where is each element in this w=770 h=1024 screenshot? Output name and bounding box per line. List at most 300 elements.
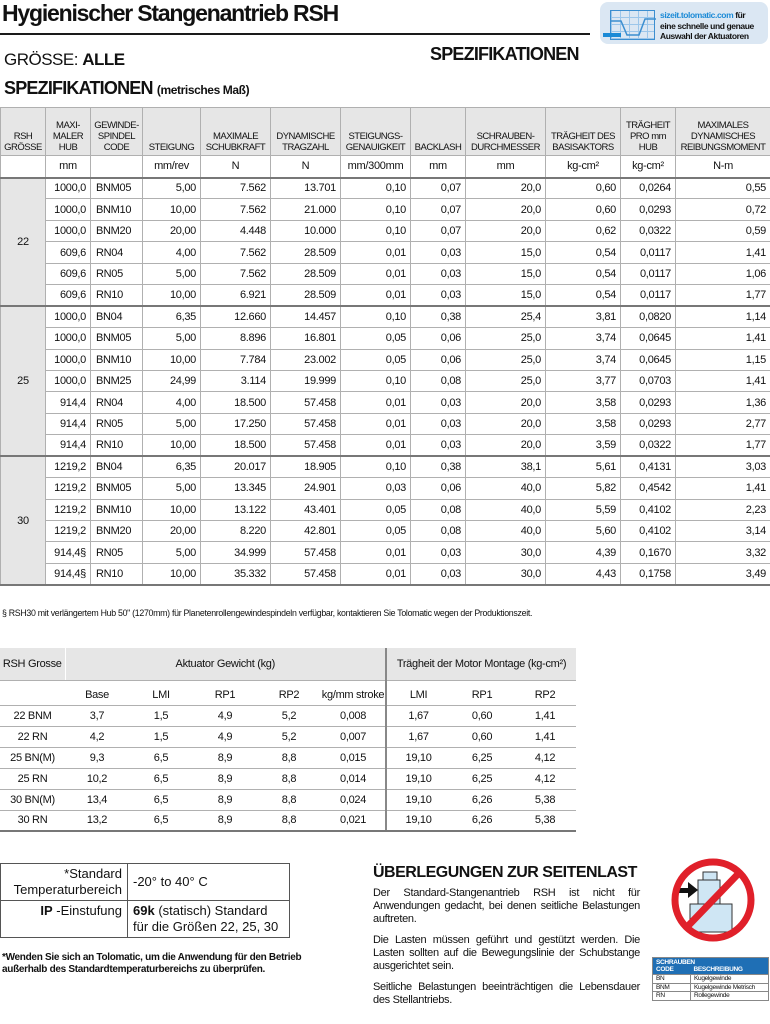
data-cell: 8,9 [193, 747, 257, 768]
data-cell: 0,0322 [621, 220, 676, 241]
data-cell: 6,5 [129, 810, 193, 831]
data-cell: 22 RN [0, 726, 65, 747]
data-cell: 4,2 [65, 726, 129, 747]
data-cell: 5,82 [546, 478, 621, 499]
data-cell: 57.458 [271, 392, 341, 413]
data-cell: 4,43 [546, 563, 621, 584]
data-cell: 6,25 [450, 768, 514, 789]
data-cell: 0,54 [546, 242, 621, 263]
data-cell: 20,0 [466, 199, 546, 220]
subheader-cell: kg/mm stroke [321, 680, 386, 705]
data-cell: 0,1670 [621, 542, 676, 563]
table-row [0, 768, 576, 789]
data-cell: 3,59 [546, 435, 621, 456]
data-cell: 0,01 [341, 413, 411, 434]
data-cell: 1,67 [386, 705, 450, 726]
data-cell: 6,5 [129, 768, 193, 789]
table-row [1, 349, 770, 370]
data-cell: 0,007 [321, 726, 386, 747]
size-label [4, 50, 125, 70]
data-cell: 0,05 [341, 499, 411, 520]
subheader-row [0, 680, 576, 705]
data-cell: 0,03 [411, 242, 466, 263]
data-cell: 3,74 [546, 328, 621, 349]
specifications-table [0, 107, 770, 586]
legend-row [653, 992, 769, 1001]
data-cell: 38,1 [466, 456, 546, 477]
data-cell: 0,1758 [621, 563, 676, 584]
data-cell: BNM20 [91, 521, 143, 542]
data-cell: 6,5 [129, 789, 193, 810]
column-header: STEIGUNG [143, 108, 201, 156]
temp-label: *Standard Temperaturbereich [1, 864, 128, 901]
data-cell: 9,3 [65, 747, 129, 768]
table-row [1, 220, 770, 241]
data-cell: 3,03 [676, 456, 770, 477]
data-cell: BNM05 [91, 178, 143, 199]
data-cell: 1,67 [386, 726, 450, 747]
header-motor-inertia: Trägheit der Motor Montage (kg-cm²) [386, 648, 576, 680]
data-cell: 6,26 [450, 810, 514, 831]
table-row [1, 306, 770, 327]
paragraph: Die Lasten müssen geführt und gestützt werden. Die Lasten sollten auf die Bewegungslinie der Schubstange ausgerichtet sein. [373, 934, 640, 972]
page-title: Hygienischer Stangenantrieb RSH [2, 0, 338, 26]
data-cell: 5,00 [143, 413, 201, 434]
data-cell: 8,9 [193, 810, 257, 831]
table-row [1, 285, 770, 306]
screw-code-legend [652, 957, 769, 1001]
data-cell: 8,8 [257, 810, 321, 831]
data-cell: 30,0 [466, 542, 546, 563]
data-cell: 0,01 [341, 563, 411, 584]
data-cell: 5,00 [143, 328, 201, 349]
subheader-cell: RP2 [514, 680, 576, 705]
unit-cell: mm [411, 156, 466, 178]
data-cell: 28.509 [271, 242, 341, 263]
data-cell: 6,25 [450, 747, 514, 768]
weight-table [0, 648, 576, 832]
data-cell: 10,2 [65, 768, 129, 789]
data-cell: 8.220 [201, 521, 271, 542]
data-cell: 0,10 [341, 199, 411, 220]
data-cell: 0,0645 [621, 349, 676, 370]
data-cell: 4,39 [546, 542, 621, 563]
data-cell: 8.896 [201, 328, 271, 349]
data-cell: RN10 [91, 285, 143, 306]
data-cell: 0,0645 [621, 328, 676, 349]
legend-cell: RN [653, 992, 691, 1001]
data-cell: 5,2 [257, 726, 321, 747]
data-cell: BNM20 [91, 220, 143, 241]
data-cell: 19,10 [386, 747, 450, 768]
column-header: TRÄGHEIT PRO mm HUB [621, 108, 676, 156]
data-cell: 0,021 [321, 810, 386, 831]
ip-value: 69k (statisch) Standard für die Größen 22, 25, 30 [128, 901, 290, 938]
data-cell: 1,41 [514, 705, 576, 726]
data-cell: 0,4542 [621, 478, 676, 499]
no-side-load-icon [668, 856, 758, 944]
data-cell: 0,0703 [621, 370, 676, 391]
table-row [1, 456, 770, 477]
data-cell: 1,14 [676, 306, 770, 327]
unit-cell [91, 156, 143, 178]
data-cell: 8,8 [257, 768, 321, 789]
data-cell: BNM05 [91, 478, 143, 499]
data-cell: 20,0 [466, 413, 546, 434]
data-cell: 18.905 [271, 456, 341, 477]
data-cell: 914,4 [46, 435, 91, 456]
data-cell: 1219,2 [46, 521, 91, 542]
data-cell: 20,0 [466, 392, 546, 413]
data-cell: 0,03 [411, 413, 466, 434]
data-cell: 609,6 [46, 263, 91, 284]
section-title-note: (metrisches Maß) [156, 83, 250, 97]
data-cell: 0,0820 [621, 306, 676, 327]
badge-text: für [733, 10, 746, 20]
table-row [1, 542, 770, 563]
unit-cell [1, 156, 46, 178]
table-row [1, 328, 770, 349]
data-cell: 15,0 [466, 242, 546, 263]
data-cell: 10,00 [143, 199, 201, 220]
data-cell: 7.784 [201, 349, 271, 370]
data-cell: 3,7 [65, 705, 129, 726]
data-cell: 5,2 [257, 705, 321, 726]
data-cell: 19,10 [386, 789, 450, 810]
sizeit-badge[interactable] [600, 2, 768, 44]
data-cell: 1000,0 [46, 349, 91, 370]
data-cell: 0,60 [450, 726, 514, 747]
column-header: GEWINDE-SPINDEL CODE [91, 108, 143, 156]
table-row [1, 199, 770, 220]
data-cell: 0,008 [321, 705, 386, 726]
data-cell: 0,06 [411, 478, 466, 499]
data-cell: 22 BNM [0, 705, 65, 726]
data-cell: RN05 [91, 263, 143, 284]
data-cell: 0,06 [411, 328, 466, 349]
data-cell: 5,38 [514, 789, 576, 810]
data-cell: 5,00 [143, 178, 201, 199]
data-cell: 19,10 [386, 768, 450, 789]
data-cell: 7.562 [201, 263, 271, 284]
data-cell: 0,10 [341, 178, 411, 199]
data-cell: 1,5 [129, 726, 193, 747]
data-cell: 43.401 [271, 499, 341, 520]
data-cell: 25 BN(M) [0, 747, 65, 768]
data-cell: 0,4102 [621, 521, 676, 542]
data-cell: BNM10 [91, 199, 143, 220]
data-cell: 1219,2 [46, 499, 91, 520]
data-cell: 0,03 [411, 563, 466, 584]
data-cell: 8,8 [257, 747, 321, 768]
data-cell: 4,9 [193, 705, 257, 726]
data-cell: 7.562 [201, 178, 271, 199]
data-cell: 10,00 [143, 435, 201, 456]
data-cell: 5,60 [546, 521, 621, 542]
data-cell: 914,4 [46, 392, 91, 413]
data-cell: 13,2 [65, 810, 129, 831]
data-cell: 5,38 [514, 810, 576, 831]
data-cell: 0,01 [341, 435, 411, 456]
data-cell: RN05 [91, 413, 143, 434]
data-cell: 0,4131 [621, 456, 676, 477]
data-cell: 0,01 [341, 263, 411, 284]
data-cell: 0,01 [341, 392, 411, 413]
table-row [1, 478, 770, 499]
table-row [1, 178, 770, 199]
data-cell: 0,38 [411, 306, 466, 327]
legend-cell: Kugelgewinde [691, 975, 769, 984]
column-header: STEIGUNGS-GENAUIGKEIT [341, 108, 411, 156]
data-cell: 24,99 [143, 370, 201, 391]
unit-cell: kg-cm² [546, 156, 621, 178]
data-cell: 914,4§ [46, 542, 91, 563]
data-cell: 4,12 [514, 768, 576, 789]
table-row [1, 499, 770, 520]
data-cell: 4.448 [201, 220, 271, 241]
data-cell: 0,0117 [621, 263, 676, 284]
data-cell: RN04 [91, 392, 143, 413]
data-cell: 0,01 [341, 542, 411, 563]
column-header: BACKLASH [411, 108, 466, 156]
data-cell: 4,00 [143, 242, 201, 263]
data-cell: 1,77 [676, 435, 770, 456]
data-cell: 6,5 [129, 747, 193, 768]
data-cell: 1000,0 [46, 199, 91, 220]
legend-header-code: SCHRAUBEN CODE [653, 958, 691, 975]
data-cell: 1000,0 [46, 306, 91, 327]
temperature-note: *Wenden Sie sich an Tolomatic, um die Anwendung für den Betrieb außerhalb des Standardtemperaturbereichs zu überprüfen. [2, 952, 302, 975]
table-row [1, 242, 770, 263]
data-cell: 10.000 [271, 220, 341, 241]
unit-cell: kg-cm² [621, 156, 676, 178]
data-cell: 7.562 [201, 199, 271, 220]
data-cell: 8,8 [257, 789, 321, 810]
data-cell: 0,0322 [621, 435, 676, 456]
data-cell: 24.901 [271, 478, 341, 499]
data-cell: 0,10 [341, 370, 411, 391]
size-group-cell: 25 [1, 306, 46, 456]
side-load-heading: ÜBERLEGUNGEN ZUR SEITENLAST [373, 864, 637, 881]
graph-icon [610, 10, 655, 40]
data-cell: 0,54 [546, 285, 621, 306]
data-cell: 3,81 [546, 306, 621, 327]
data-cell: 1,77 [676, 285, 770, 306]
table-row [1, 392, 770, 413]
paragraph: Der Standard-Stangenantrieb RSH ist nicht für Anwendungen gedacht, bei denen seitliche Belastungen auftreten. [373, 887, 640, 925]
data-cell: 4,00 [143, 392, 201, 413]
column-header: MAXI-MALER HUB [46, 108, 91, 156]
data-cell: 0,05 [341, 328, 411, 349]
temp-value: -20° to 40° C [128, 864, 290, 901]
data-cell: 1219,2 [46, 456, 91, 477]
data-cell: 20,00 [143, 521, 201, 542]
table-row [0, 789, 576, 810]
data-cell: 0,0293 [621, 392, 676, 413]
badge-text: Auswahl der Aktuatoren [660, 31, 749, 41]
column-header: TRÄGHEIT DES BASISAKTORS [546, 108, 621, 156]
data-cell: 10,00 [143, 285, 201, 306]
data-cell: 914,4 [46, 413, 91, 434]
data-cell: 40,0 [466, 521, 546, 542]
data-cell: 20,0 [466, 435, 546, 456]
data-cell: 0,01 [341, 242, 411, 263]
data-cell: 20.017 [201, 456, 271, 477]
data-cell: 6,35 [143, 456, 201, 477]
data-cell: 19.999 [271, 370, 341, 391]
subheader-cell: Base [65, 680, 129, 705]
data-cell: 20,0 [466, 220, 546, 241]
subheader-cell: LMI [386, 680, 450, 705]
data-cell: 4,9 [193, 726, 257, 747]
data-cell: 20,0 [466, 178, 546, 199]
data-cell: 0,0293 [621, 199, 676, 220]
data-cell: 0,03 [411, 285, 466, 306]
data-cell: RN05 [91, 542, 143, 563]
data-cell: 10,00 [143, 563, 201, 584]
data-cell: 1,41 [676, 478, 770, 499]
footnote: § RSH30 mit verlängertem Hub 50" (1270mm) für Planetenrollengewindespindeln verfügbar, kontaktieren Sie Tolomatic wegen der Produktionszeit. [2, 608, 533, 618]
data-cell: 3.114 [201, 370, 271, 391]
data-cell: 40,0 [466, 499, 546, 520]
data-cell: BNM10 [91, 349, 143, 370]
data-cell: 57.458 [271, 563, 341, 584]
data-cell: 3,74 [546, 349, 621, 370]
data-cell: 1000,0 [46, 220, 91, 241]
data-cell: 28.509 [271, 263, 341, 284]
data-cell: 0,10 [341, 220, 411, 241]
section-title [4, 78, 249, 99]
data-cell: 25 RN [0, 768, 65, 789]
data-cell: 0,0264 [621, 178, 676, 199]
data-cell: 30 RN [0, 810, 65, 831]
data-cell: 35.332 [201, 563, 271, 584]
data-cell: 1,06 [676, 263, 770, 284]
data-cell: 0,014 [321, 768, 386, 789]
data-cell: 57.458 [271, 542, 341, 563]
column-header: RSH GRÖSSE [1, 108, 46, 156]
ip-label: IP -Einstufung [1, 901, 128, 938]
data-cell: 1,41 [676, 242, 770, 263]
data-cell: 0,05 [341, 349, 411, 370]
table-row [1, 435, 770, 456]
badge-text: eine schnelle und genaue [660, 20, 754, 31]
sizeit-link[interactable]: sizeit.tolomatic.com [660, 10, 734, 20]
data-cell: BNM10 [91, 499, 143, 520]
header-actuator-weight: Aktuator Gewicht (kg) [65, 648, 386, 680]
column-header: SCHRAUBEN-DURCHMESSER [466, 108, 546, 156]
header-rsh-grosse: RSH Grosse [0, 648, 65, 680]
subheader-cell: RP1 [193, 680, 257, 705]
data-cell: 23.002 [271, 349, 341, 370]
table-row [0, 705, 576, 726]
data-cell: 3,58 [546, 413, 621, 434]
data-cell: 5,00 [143, 263, 201, 284]
data-cell: 10,00 [143, 499, 201, 520]
data-cell: 0,0293 [621, 413, 676, 434]
data-cell: 13.122 [201, 499, 271, 520]
side-load-text [373, 887, 640, 1015]
data-cell: 0,60 [450, 705, 514, 726]
data-cell: 25,0 [466, 328, 546, 349]
data-cell: 3,49 [676, 563, 770, 584]
data-cell: 42.801 [271, 521, 341, 542]
data-cell: 4,12 [514, 747, 576, 768]
temperature-table [0, 863, 290, 938]
data-cell: 1,41 [514, 726, 576, 747]
data-cell: 0,72 [676, 199, 770, 220]
unit-cell: N-m [676, 156, 770, 178]
data-cell: 1,41 [676, 328, 770, 349]
data-cell: BN04 [91, 306, 143, 327]
unit-cell: N [271, 156, 341, 178]
data-cell: 0,03 [411, 542, 466, 563]
data-cell: 0,05 [341, 521, 411, 542]
data-cell: 15,0 [466, 263, 546, 284]
data-cell: 2,77 [676, 413, 770, 434]
column-header: MAXIMALES DYNAMISCHES REIBUNGSMOMENT [676, 108, 770, 156]
data-cell: 5,61 [546, 456, 621, 477]
data-cell: 21.000 [271, 199, 341, 220]
data-cell: 0,024 [321, 789, 386, 810]
size-group-cell: 30 [1, 456, 46, 585]
table-row [1, 521, 770, 542]
data-cell: 0,4102 [621, 499, 676, 520]
data-cell: 5,59 [546, 499, 621, 520]
data-cell: 0,03 [341, 478, 411, 499]
data-cell: 30 BN(M) [0, 789, 65, 810]
data-cell: 0,54 [546, 263, 621, 284]
data-cell: 5,00 [143, 478, 201, 499]
data-cell: 8,9 [193, 768, 257, 789]
data-cell: BN04 [91, 456, 143, 477]
data-cell: 57.458 [271, 413, 341, 434]
data-cell: 914,4§ [46, 563, 91, 584]
subheader-cell [0, 680, 65, 705]
data-cell: 13.701 [271, 178, 341, 199]
data-cell: 13,4 [65, 789, 129, 810]
data-cell: 609,6 [46, 285, 91, 306]
data-cell: 1219,2 [46, 478, 91, 499]
data-cell: 3,58 [546, 392, 621, 413]
data-cell: 6.921 [201, 285, 271, 306]
data-cell: 19,10 [386, 810, 450, 831]
unit-cell: mm [46, 156, 91, 178]
data-cell: 0,03 [411, 392, 466, 413]
data-cell: 1000,0 [46, 178, 91, 199]
data-cell: 0,59 [676, 220, 770, 241]
data-cell: 18.500 [201, 392, 271, 413]
size-value: ALLE [82, 50, 125, 69]
data-cell: 0,07 [411, 199, 466, 220]
table-row [1, 563, 770, 584]
column-header: DYNAMISCHE TRAGZAHL [271, 108, 341, 156]
legend-cell: Rollegewinde [691, 992, 769, 1001]
legend-row [653, 975, 769, 984]
table-row [1, 413, 770, 434]
data-cell: 14.457 [271, 306, 341, 327]
data-cell: 1000,0 [46, 328, 91, 349]
data-cell: 5,00 [143, 542, 201, 563]
data-cell: 6,35 [143, 306, 201, 327]
data-cell: 15,0 [466, 285, 546, 306]
unit-cell: mm/300mm [341, 156, 411, 178]
data-cell: 0,0117 [621, 242, 676, 263]
data-cell: 3,77 [546, 370, 621, 391]
subheader-cell: RP1 [450, 680, 514, 705]
size-group-cell: 22 [1, 178, 46, 307]
section-title-text: SPEZIFIKATIONEN [4, 78, 153, 98]
